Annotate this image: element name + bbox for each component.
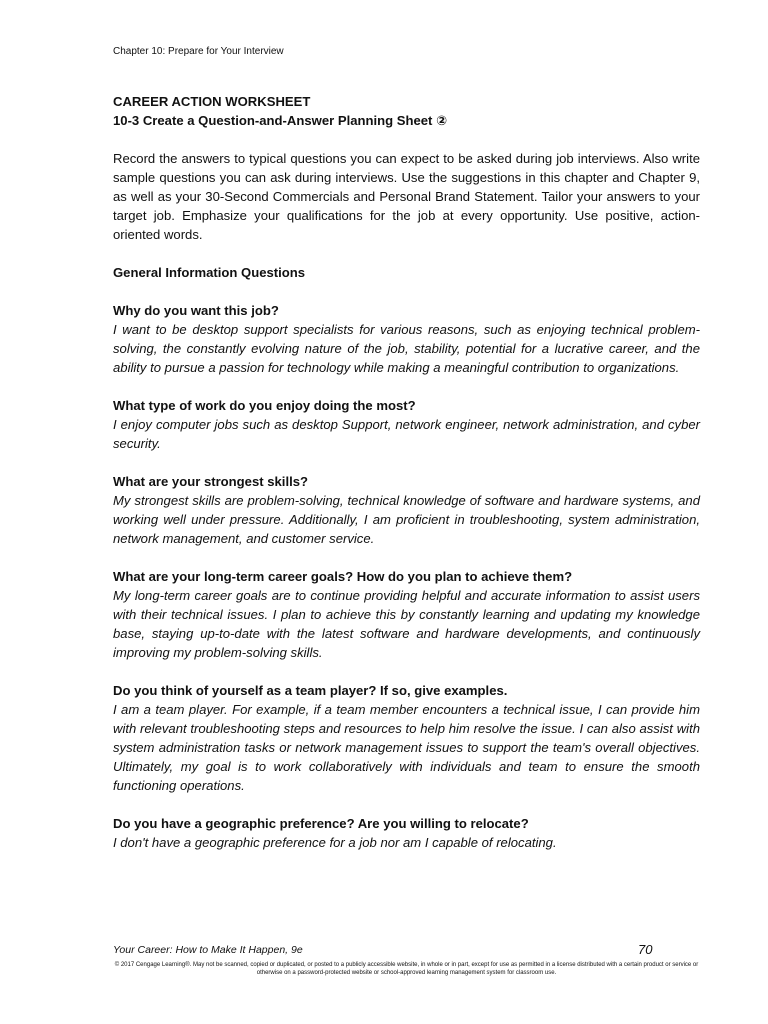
answer: I enjoy computer jobs such as desktop Support, network engineer, network administration, and cyber security. [113, 417, 700, 451]
worksheet-content [113, 92, 700, 871]
qa-item [113, 396, 700, 453]
question: Do you think of yourself as a team player? If so, give examples. [113, 683, 508, 698]
copyright-notice: © 2017 Cengage Learning®. May not be scanned, copied or duplicated, or posted to a publicly accessible website, in whole or in part, except for use as permitted in a license distributed with a certain product or service or otherwise on a password-protected website or school-approved learning management system for classroom use. [114, 962, 699, 976]
answer: My strongest skills are problem-solving, technical knowledge of software and hardware systems, and working well under pressure. Additionally, I am proficient in troubleshooting, system administration, network management, and customer service. [113, 493, 700, 546]
footer-line [113, 944, 700, 960]
worksheet-title-block [113, 92, 700, 130]
section-heading: General Information Questions [113, 265, 306, 280]
qa-item [113, 814, 700, 852]
answer: My long-term career goals are to continue providing helpful and accurate information to assist users with their technical issues. I plan to achieve this by constantly learning and updating my knowledge base, staying up-to-date with the latest software and hardware developments, and continuously improving my problem-solving skills. [113, 588, 700, 660]
answer: I want to be desktop support specialists for various reasons, such as enjoying technical problem-solving, the constantly evolving nature of the job, stability, potential for a lucrative career, and the ability to pursue a passion for technology while making a meaningful contribution to organizations. [113, 322, 700, 375]
qa-item [113, 681, 700, 795]
qa-item [113, 472, 700, 548]
question: What are your long-term career goals? How do you plan to achieve them? [113, 569, 573, 584]
answer: I am a team player. For example, if a team member encounters a technical issue, I can provide him with relevant troubleshooting steps and resources to help him resolve the issue. I can also assist with system administration tasks or network management issues to support the team's overall objectives. Ultimately, my goal is to work collaboratively with individuals and team to ensure the smooth functioning operations. [113, 702, 700, 793]
intro-paragraph: Record the answers to typical questions you can expect to be asked during job interviews. Also write sample questions you can ask during interviews. Use the suggestions in this chapter and Chapter 9, as well as your 30-Second Commercials and Personal Brand Statement. Tailor your answers to your target job. Emphasize your qualifications for the job at every opportunity. Use positive, action-oriented words. [113, 151, 700, 242]
page-number: 70 [638, 942, 653, 957]
worksheet-title: 10-3 Create a Question-and-Answer Planning Sheet ② [113, 113, 448, 128]
qa-item [113, 567, 700, 662]
question: Do you have a geographic preference? Are you willing to relocate? [113, 816, 529, 831]
chapter-header: Chapter 10: Prepare for Your Interview [113, 46, 284, 57]
worksheet-label: CAREER ACTION WORKSHEET [113, 94, 311, 109]
qa-item [113, 301, 700, 377]
page-footer [113, 944, 700, 977]
question: What are your strongest skills? [113, 474, 308, 489]
question: Why do you want this job? [113, 303, 279, 318]
answer: I don't have a geographic preference for a job nor am I capable of relocating. [113, 835, 557, 850]
question: What type of work do you enjoy doing the most? [113, 398, 416, 413]
book-title: Your Career: How to Make It Happen, 9e [113, 944, 303, 956]
